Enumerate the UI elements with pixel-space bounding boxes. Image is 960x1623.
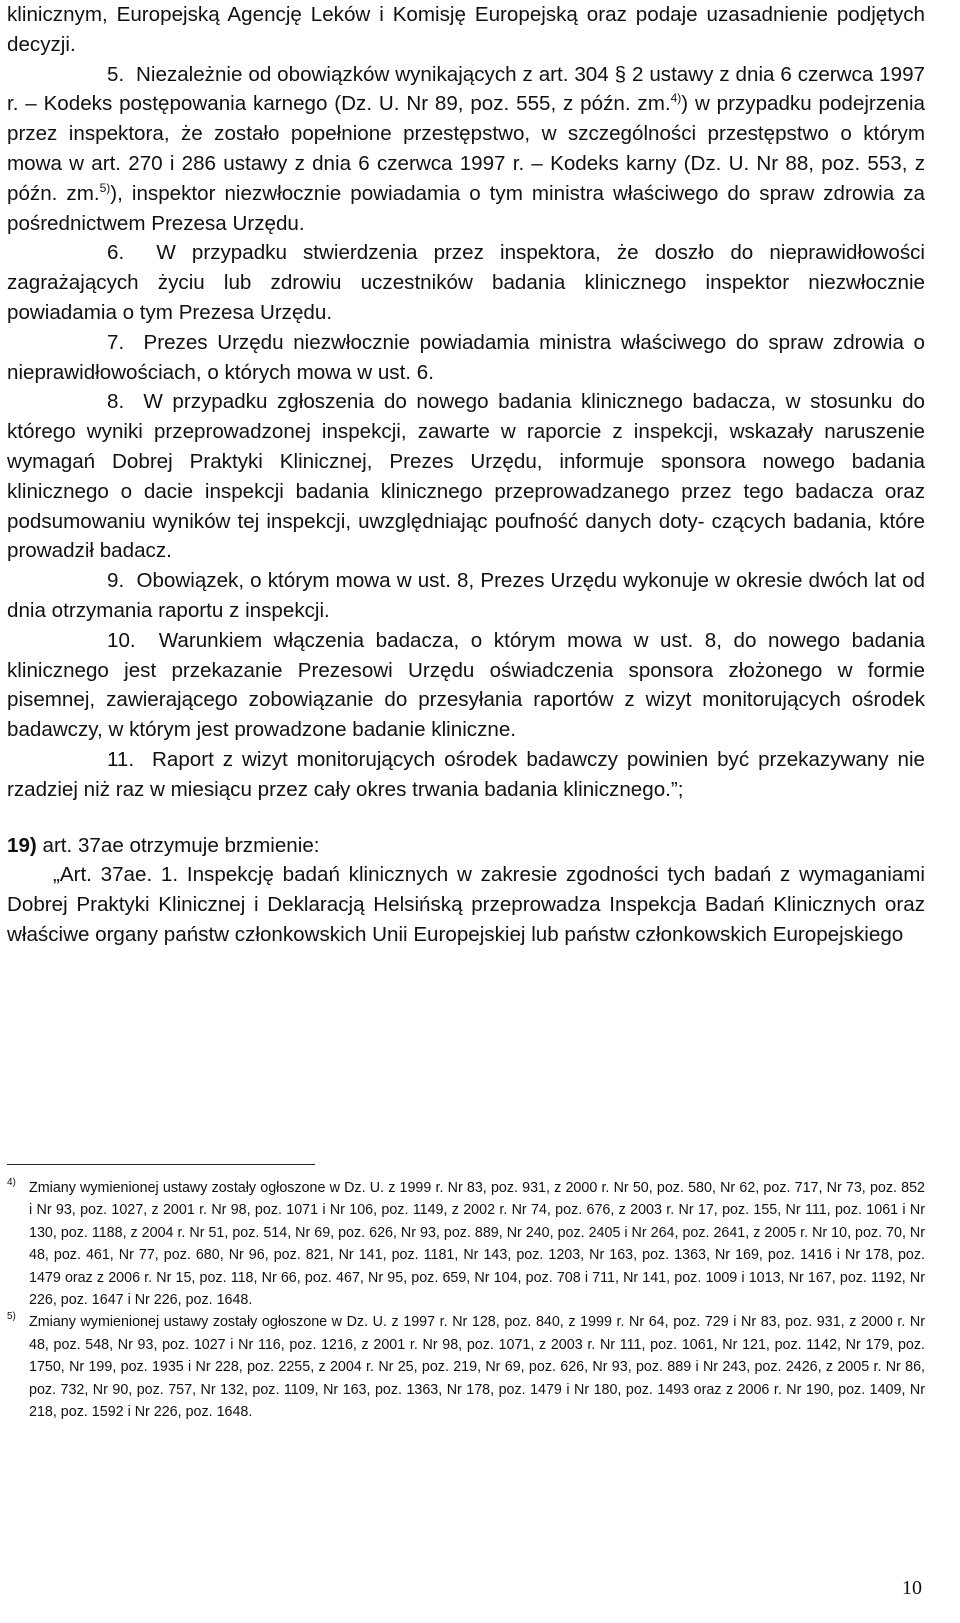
paragraph-text: ), inspektor niezwłocznie powiadamia o tym ministra właściwego do spraw zdrowia za pośrednictwem Prezesa Urzędu. (7, 181, 925, 235)
footnote-text: Zmiany wymienionej ustawy zostały ogłoszone w Dz. U. z 1999 r. Nr 83, poz. 931, z 2000 r. Nr 50, poz. 580, Nr 62, poz. 717, Nr 73, poz. 852 i Nr 93, poz. 1027, z 2001 r. Nr 98, poz. 1071 i Nr 106, poz. 1149, z 2002 r. Nr 74, poz. 676, z 2003 r. Nr 17, poz. 155, Nr 111, poz. 1061 i Nr 130, poz. 1188, z 2004 r. Nr 51, poz. 514, Nr 69, poz. 626, Nr 93, poz. 889, Nr 240, poz. 2405 i Nr 264, poz. 2641, z 2005 r. Nr 10, poz. 70, Nr 48, poz. 461, Nr 77, poz. 680, Nr 96, poz. 821, Nr 141, poz. 1181, Nr 143, poz. 1203, Nr 163, poz. 1363, Nr 169, poz. 1416 i Nr 178, poz. 1479 oraz z 2006 r. Nr 15, poz. 118, Nr 66, poz. 467, Nr 95, poz. 659, Nr 104, poz. 708 i 711, Nr 141, poz. 1009 i 1013, Nr 167, poz. 1192, Nr 226, poz. 1647 i Nr 226, poz. 1648. (29, 1180, 925, 1309)
paragraph-number: 10. (107, 628, 136, 652)
paragraph-text: Niezależnie od obowiązków wynikających z art. 304 § 2 ustawy z dnia 6 czerwca 1997 r. – Kodeks postępowania karnego (Dz. U. Nr 89, poz. 555, z późn. zm. (7, 62, 925, 116)
paragraph-continuation (7, 0, 925, 60)
footnote-mark: 4) (7, 1177, 16, 1188)
footnotes (7, 1177, 925, 1423)
paragraph-9 (7, 566, 925, 626)
footnote-5 (7, 1311, 925, 1423)
paragraph-text: Warunkiem włączenia badacza, o którym mowa w ust. 8, do nowego badania klinicznego jest przekazanie Prezesowi Urzędu oświadczenia sponsora złożonego w formie pisemnej, zawierającego zobowiązanie do przesyłania raportów z wizyt monitorujących ośrodek badawczy, w którym jest prowadzone badanie kliniczne. (7, 628, 925, 742)
paragraph-number: 8. (107, 390, 125, 414)
footnote-4 (7, 1177, 925, 1311)
footnote-reference-5[interactable]: 5) (99, 180, 111, 195)
article-text: Inspekcję badań klinicznych w zakresie zgodności tych badań z wymaganiami Dobrej Praktyki Klinicznej i Deklaracją Helsińską przeprowadza Inspekcja Badań Klinicznych oraz właściwe organy państw członkowskich Unii Europejskiej lub państw członkowskich Europejskiego (7, 863, 925, 946)
item-label: 19) (7, 833, 37, 857)
footnote-reference-4[interactable]: 4) (670, 91, 682, 106)
paragraph-number: 11. (107, 747, 135, 771)
paragraph-text: ) w przypadku podejrzenia przez inspektora, że zostało popełnione przestępstwo, w szczególności przestępstwo o którym mowa w art. 270 i 286 ustawy z dnia 6 czerwca 1997 r. – Kodeks karny (Dz. U. Nr 88, poz. 553, z późn. zm. (7, 92, 925, 205)
footnote-text: Zmiany wymienionej ustawy zostały ogłoszone w Dz. U. z 1997 r. Nr 128, poz. 840, z 1999 r. Nr 64, poz. 729 i Nr 83, poz. 931, z 2000 r. Nr 48, poz. 548, Nr 93, poz. 1027 i Nr 116, poz. 1216, z 2001 r. Nr 98, poz. 1071, z 2003 r. Nr 111, poz. 1061, Nr 121, poz. 1142, Nr 179, poz. 1750, Nr 199, poz. 1935 i Nr 228, poz. 2255, z 2004 r. Nr 25, poz. 219, Nr 69, poz. 626, Nr 93, poz. 889 i Nr 243, poz. 2426, z 2005 r. Nr 86, poz. 732, Nr 90, poz. 757, Nr 132, poz. 1109, Nr 163, poz. 1363, Nr 178, poz. 1479 i Nr 180, poz. 1493 oraz z 2006 r. Nr 190, poz. 1409, Nr 218, poz. 1592 i Nr 226, poz. 1648. (29, 1314, 925, 1421)
spacer (7, 805, 925, 831)
paragraph-7 (7, 328, 925, 388)
paragraph-8 (7, 387, 925, 566)
paragraph-11 (7, 745, 925, 805)
paragraph-6 (7, 238, 925, 327)
footnote-mark: 5) (7, 1311, 16, 1323)
paragraph-text: Prezes Urzędu niezwłocznie powiadamia ministra właściwego do spraw zdrowia o nieprawidłowościach, o których mowa w ust. 6. (7, 330, 925, 384)
paragraph-5 (7, 60, 925, 239)
item-19 (7, 831, 925, 861)
document-body (7, 0, 925, 950)
article-heading: „Art. 37ae. 1. (53, 863, 179, 887)
paragraph-number: 7. (107, 330, 125, 354)
paragraph-text: Raport z wizyt monitorujących ośrodek badawczy powinien być przekazywany nie rzadziej niż raz w miesiącu przez cały okres trwania badania klinicznego.”; (7, 747, 925, 801)
paragraph-text: klinicznym, Europejską Agencję Leków i Komisję Europejską oraz podaje uzasadnienie podjętych decyzji. (7, 3, 925, 56)
paragraph-text: Obowiązek, o którym mowa w ust. 8, Prezes Urzędu wykonuje w okresie dwóch lat od dnia otrzymania raportu z inspekcji. (7, 569, 925, 622)
paragraph-number: 5. (107, 62, 125, 86)
item-text: art. 37ae otrzymuje brzmienie: (42, 833, 320, 857)
article-37ae (7, 860, 925, 949)
paragraph-text: W przypadku stwierdzenia przez inspektora, że doszło do nieprawidłowości zagrażających życiu lub zdrowiu uczestników badania klinicznego inspektor niezwłocznie powiadamia o tym Prezesa Urzędu. (7, 241, 925, 324)
paragraph-text: W przypadku zgłoszenia do nowego badania klinicznego badacza, w stosunku do którego wyniki przeprowadzonej inspekcji, zawarte w raporcie z inspekcji, wskazały naruszenie wymagań Dobrej Praktyki Klinicznej, Prezes Urzędu, informuje sponsora nowego badania klinicznego o dacie inspekcji badania klinicznego przeprowadzanego przez tego badacza oraz podsumowaniu wyników tej inspekcji, uwzględniając poufność danych doty- czących badania, które prowadził badacz. (7, 390, 926, 563)
page-number: 10 (902, 1577, 922, 1599)
paragraph-number: 6. (107, 241, 125, 265)
footnote-separator (7, 1164, 315, 1165)
paragraph-10 (7, 626, 925, 745)
paragraph-number: 9. (107, 569, 125, 593)
